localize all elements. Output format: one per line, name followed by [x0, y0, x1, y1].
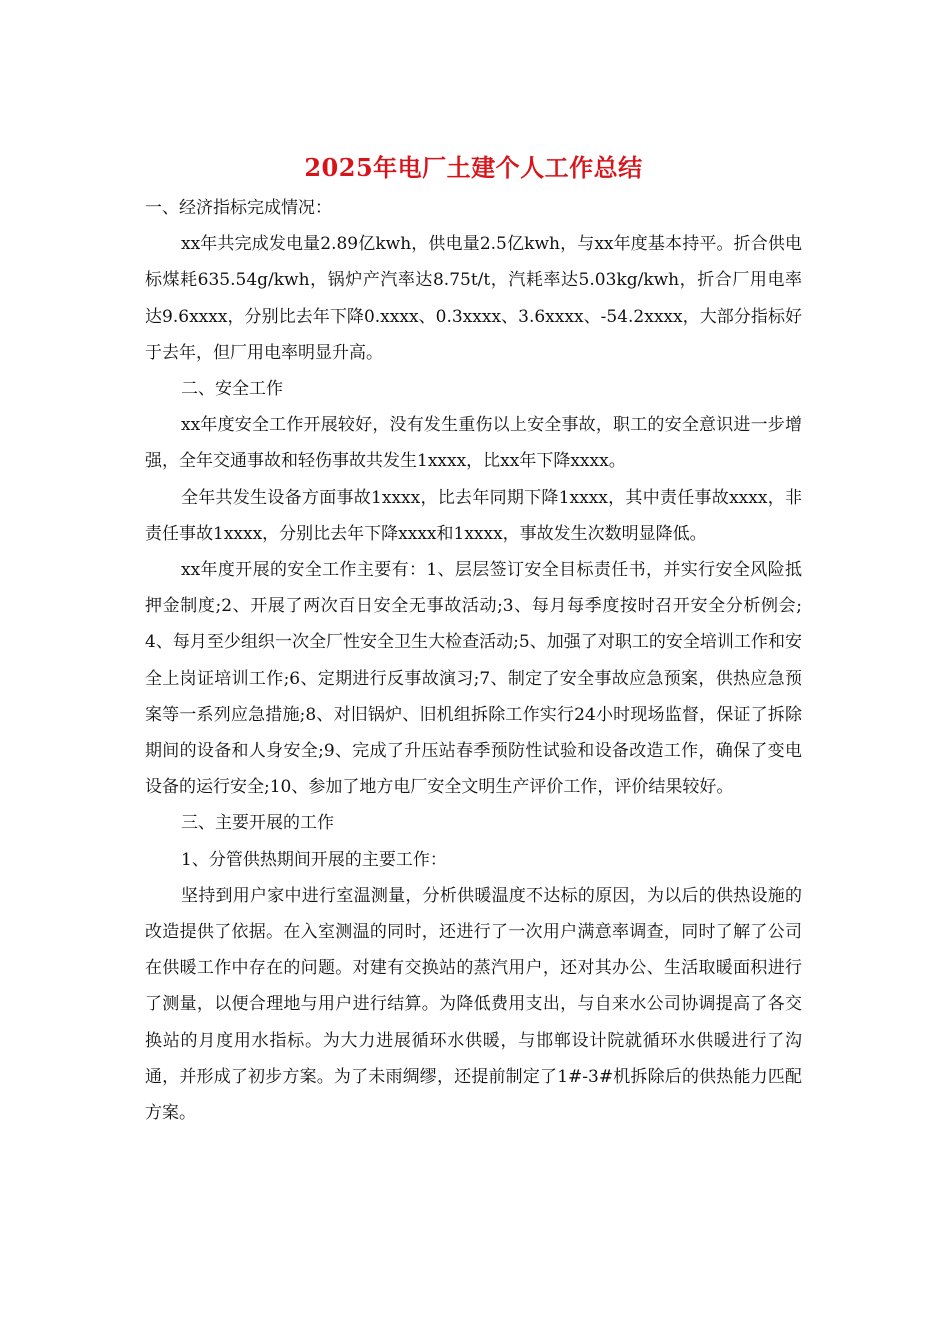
- document-title: 2025年电厂土建个人工作总结: [304, 153, 643, 182]
- paragraph-safety-overview: xx年度安全工作开展较好，没有发生重伤以上安全事故，职工的安全意识进一步增强，全年交通事故和轻伤事故共发生1xxxx，比xx年下降xxxx。: [145, 415, 802, 472]
- paragraph-heating-work: 坚持到用户家中进行室温测量，分析供暖温度不达标的原因，为以后的供热设施的改造提供了依据。在入室测温的同时，还进行了一次用户满意率调查，同时了解了公司在供暖工作中存在的问题。对建有交换站的蒸汽用户，还对其办公、生活取暖面积进行了测量，以便合理地与用户进行结算。为降低费用支出，与自来水公司协调提高了各交换站的月度用水指标。为大力进展循环水供暖，与邯郸设计院就循环水供暖进行了沟通，并形成了初步方案。为了未雨绸缪，还提前制定了1#-3#机拆除后的供热能力匹配方案。: [145, 885, 802, 1124]
- paragraph-economic-indicators: xx年共完成发电量2.89亿kwh，供电量2.5亿kwh，与xx年度基本持平。折合供电标煤耗635.54g/kwh，锅炉产汽率达8.75t/t，汽耗率达5.03kg/kwh，折合厂用电率达9.6xxxx，分别比去年下降0.xxxx、0.3xxxx、3.6xxxx、-54.2xxxx，大部分指标好于去年，但厂用电率明显升高。: [145, 234, 802, 363]
- section-heading-safety: 二、安全工作: [181, 379, 283, 400]
- section-heading-economic: 一、经济指标完成情况：: [145, 198, 332, 218]
- paragraph-safety-work-items: xx年度开展的安全工作主要有：1、层层签订安全目标责任书，并实行安全风险抵押金制度;2、开展了两次百日安全无事故活动;3、每月每季度按时召开安全分析例会;4、每月至少组织一次全厂性安全卫生大检查活动;5、加强了对职工的安全培训工作和安全上岗证培训工作;6、定期进行反事故演习;7、制定了安全事故应急预案，供热应急预案等一系列应急措施;8、对旧锅炉、旧机组拆除工作实行24小时现场监督，保证了拆除期间的设备和人身安全;9、完成了升压站春季预防性试验和设备改造工作，确保了变电设备的运行安全;10、参加了地方电厂安全文明生产评价工作，评价结果较好。: [145, 560, 802, 798]
- paragraph-equipment-accidents: 全年共发生设备方面事故1xxxx，比去年同期下降1xxxx，其中责任事故xxxx，非责任事故1xxxx，分别比去年下降xxxx和1xxxx，事故发生次数明显降低。: [145, 487, 802, 544]
- subheading-heating-work: 1、分管供热期间开展的主要工作：: [181, 849, 447, 870]
- section-heading-main-work: 三、主要开展的工作: [181, 813, 334, 834]
